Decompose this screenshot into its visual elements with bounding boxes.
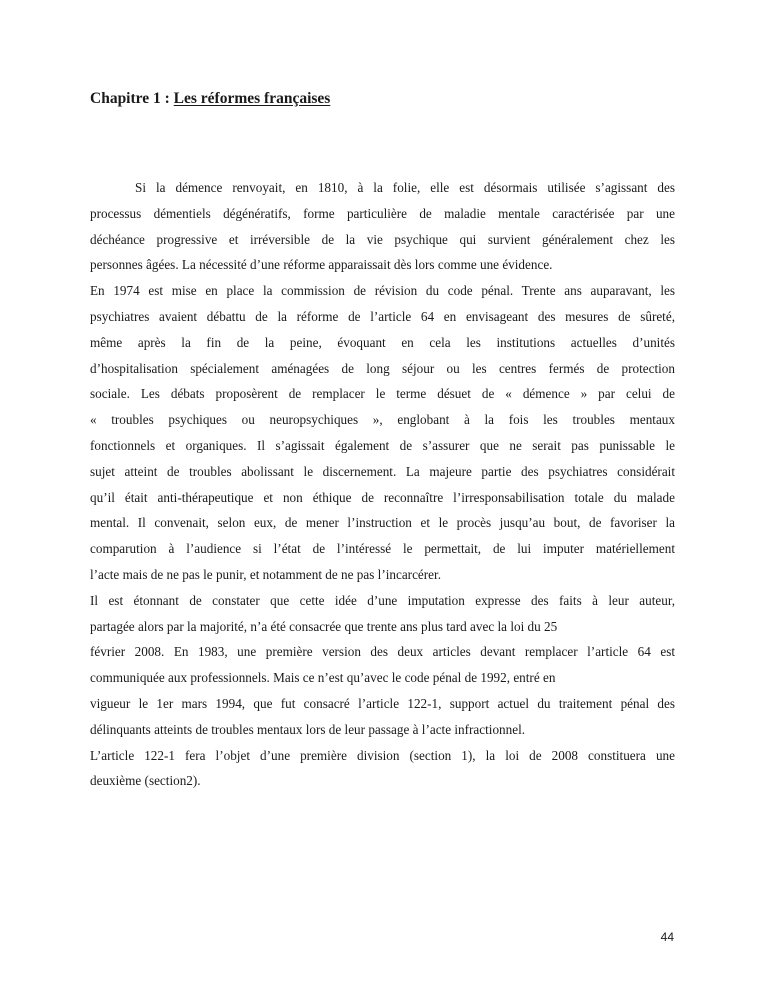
body-text: [90, 175, 675, 794]
text-line: qu’il était anti-thérapeutique et non éthique de reconnaître l’irresponsabilisation totale du malade: [90, 489, 675, 505]
text-line: d’hospitalisation spécialement aménagées de long séjour ou les centres fermés de protection: [90, 360, 675, 376]
text-line: comparution à l’audience si l’état de l’intéressé le permettait, de lui imputer matériellement: [90, 541, 675, 557]
chapter-number: Chapitre 1 :: [90, 90, 170, 107]
text-line: fonctionnels et organiques. Il s’agissait également de s’assurer que ne serait pas punissable le: [90, 437, 675, 453]
chapter-title: Les réformes françaises: [173, 90, 331, 107]
text-line: vigueur le 1er mars 1994, que fut consacré l’article 122-1, support actuel du traitement pénal des: [90, 695, 675, 711]
text-line: délinquants atteints de troubles mentaux lors de leur passage à l’acte infractionnel.: [90, 721, 526, 737]
text-line: sujet atteint de troubles abolissant le discernement. La majeure partie des psychiatres considérait: [90, 463, 675, 479]
text-line: même après la fin de la peine, évoquant en cela les institutions actuelles d’unités: [90, 334, 675, 350]
text-line: partagée alors par la majorité, n’a été consacrée que trente ans plus tard avec la loi du 25: [90, 618, 558, 634]
text-line: mental. Il convenait, selon eux, de mener l’instruction et le procès jusqu’au bout, de favoriser la: [90, 515, 675, 531]
text-line: Si la démence renvoyait, en 1810, à la folie, elle est désormais utilisée s’agissant des: [135, 180, 675, 195]
text-line: personnes âgées. La nécessité d’une réforme apparaissait dès lors comme une évidence.: [90, 257, 553, 273]
text-line: L’article 122-1 fera l’objet d’une première division (section 1), la loi de 2008 constituera une: [90, 747, 675, 763]
chapter-heading: [90, 90, 330, 108]
text-line: communiquée aux professionnels. Mais ce n’est qu’avec le code pénal de 1992, entré en: [90, 670, 556, 686]
text-line: En 1974 est mise en place la commission de révision du code pénal. Trente ans auparavant, les: [90, 283, 675, 299]
text-line: février 2008. En 1983, une première version des deux articles devant remplacer l’article 64 est: [90, 644, 675, 660]
text-line: « troubles psychiques ou neuropsychiques », englobant à la fois les troubles mentaux: [90, 412, 675, 428]
text-line: Il est étonnant de constater que cette idée d’une imputation expresse des faits à leur auteur,: [90, 592, 675, 608]
text-line: déchéance progressive et irréversible de la vie psychique qui survient généralement chez les: [90, 231, 675, 247]
text-line: processus démentiels dégénératifs, forme particulière de maladie mentale caractérisée par une: [90, 205, 675, 221]
text-line: deuxième (section2).: [90, 773, 201, 789]
text-line: sociale. Les débats proposèrent de remplacer le terme désuet de « démence » par celui de: [90, 386, 675, 402]
page-number: 44: [660, 930, 674, 944]
text-line: l’acte mais de ne pas le punir, et notamment de ne pas l’incarcérer.: [90, 566, 441, 582]
text-line: psychiatres avaient débattu de la réforme de l’article 64 en envisageant des mesures de sûreté,: [90, 308, 675, 324]
